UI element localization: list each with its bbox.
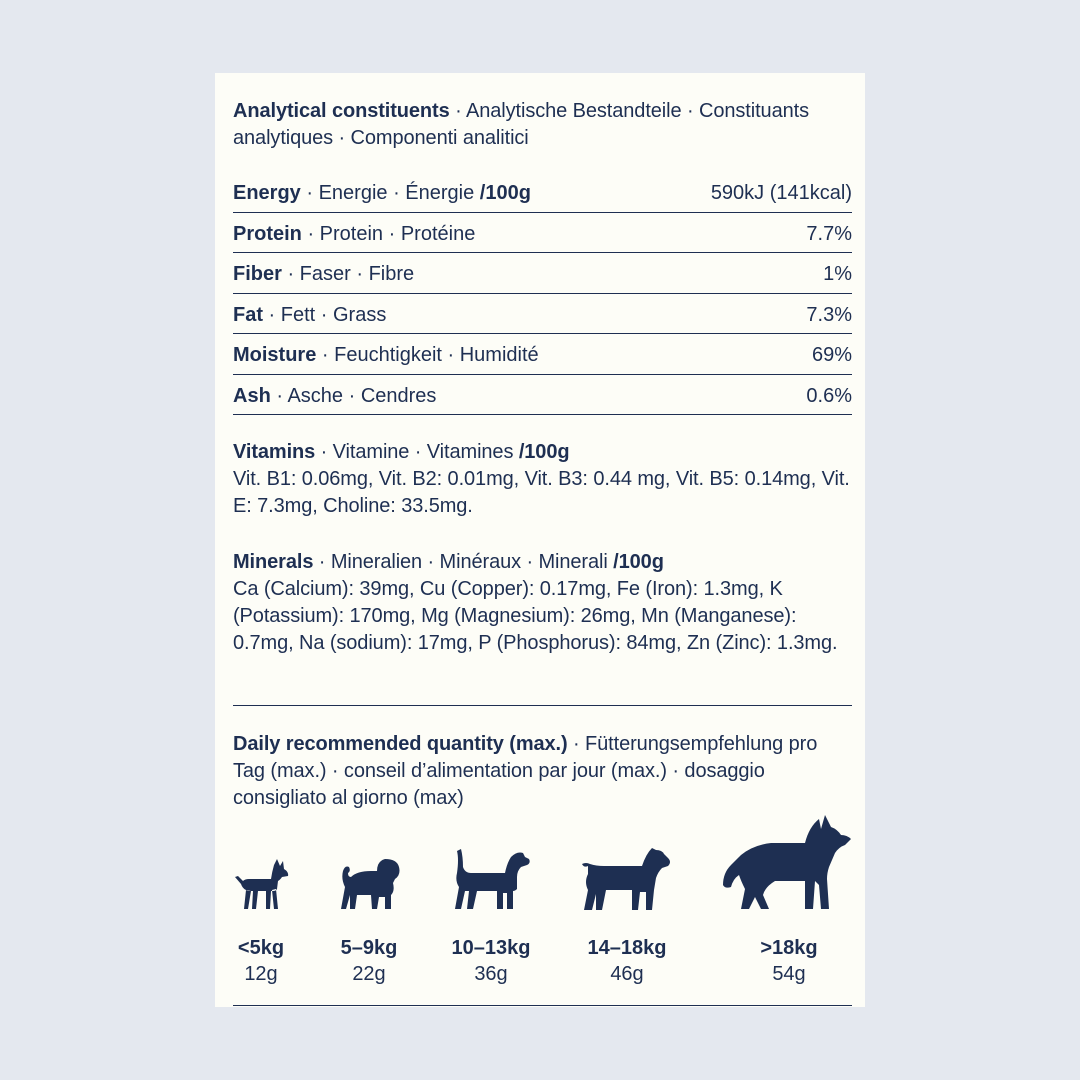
minerals-heading: Minerals · Mineralien · Minéraux · Minerali /100g: [233, 551, 664, 573]
chihuahua-icon: [233, 859, 289, 911]
row-value: 7.7%: [806, 222, 852, 245]
amount-label: 54g: [772, 963, 806, 985]
row-label: Fiber · Faser · Fibre: [233, 263, 415, 286]
table-row: [233, 375, 852, 416]
row-value: 7.3%: [806, 303, 852, 326]
schnauzer-icon: [582, 846, 672, 912]
nutrition-card: [215, 73, 865, 1007]
table-row: [233, 172, 852, 213]
table-row: [233, 213, 852, 254]
row-value: 590kJ (141kcal): [710, 182, 852, 205]
vitamins-text: Vit. B1: 0.06mg, Vit. B2: 0.01mg, Vit. B3: 0.44 mg, Vit. B5: 0.14mg, Vit. E: 7.3mg, Choline: 33.5mg.: [233, 468, 850, 517]
amount-label: 46g: [610, 963, 644, 985]
row-label: Moisture · Feuchtigkeit · Humidité: [233, 344, 539, 367]
row-value: 1%: [823, 263, 852, 286]
table-row: [233, 334, 852, 375]
pug-icon: [339, 857, 401, 911]
feeding-item: [201, 935, 321, 987]
vitamins-section: [233, 439, 852, 520]
minerals-section: [233, 549, 852, 657]
row-value: 0.6%: [806, 384, 852, 407]
table-row: [233, 294, 852, 335]
row-label: Protein · Protein · Protéine: [233, 222, 476, 245]
vitamins-heading: Vitamins · Vitamine · Vitamines /100g: [233, 441, 570, 463]
weight-label: 10–13kg: [451, 937, 531, 959]
weight-label: <5kg: [237, 937, 285, 959]
daily-heading: Daily recommended quantity (max.) · Fütterungsempfehlung pro Tag (max.) · conseil d’alimentation par jour (max.) · dosaggio consigliato al giorno (max): [233, 733, 818, 809]
divider: [233, 1005, 852, 1006]
husky-icon: [723, 815, 853, 911]
row-label: Energy · Energie · Énergie /100g: [233, 182, 531, 205]
analytical-heading: Analytical constituents · Analytische Bestandteile · Constituants analytiques · Componenti analitici: [233, 100, 809, 149]
beagle-icon: [451, 849, 531, 911]
weight-label: 5–9kg: [340, 937, 398, 959]
feeding-item: [729, 935, 849, 987]
analytical-table: [233, 172, 852, 415]
row-label: Fat · Fett · Grass: [233, 303, 387, 326]
amount-label: 12g: [244, 963, 278, 985]
feeding-item: [309, 935, 429, 987]
row-label: Ash · Asche · Cendres: [233, 384, 437, 407]
amount-label: 22g: [352, 963, 386, 985]
minerals-text: Ca (Calcium): 39mg, Cu (Copper): 0.17mg, Fe (Iron): 1.3mg, K (Potassium): 170mg, Mg (Magnesium): 26mg, Mn (Manganese): 0.7mg, Na (sodium): 17mg, P (Phosphorus): 84mg, Zn (Zinc): 1.3mg.: [233, 578, 838, 654]
divider: [233, 705, 852, 706]
table-row: [233, 253, 852, 294]
row-value: 69%: [811, 344, 852, 367]
amount-label: 36g: [474, 963, 508, 985]
weight-label: 14–18kg: [587, 937, 667, 959]
weight-label: >18kg: [760, 937, 818, 959]
feeding-item: [431, 935, 551, 987]
feeding-item: [567, 935, 687, 987]
